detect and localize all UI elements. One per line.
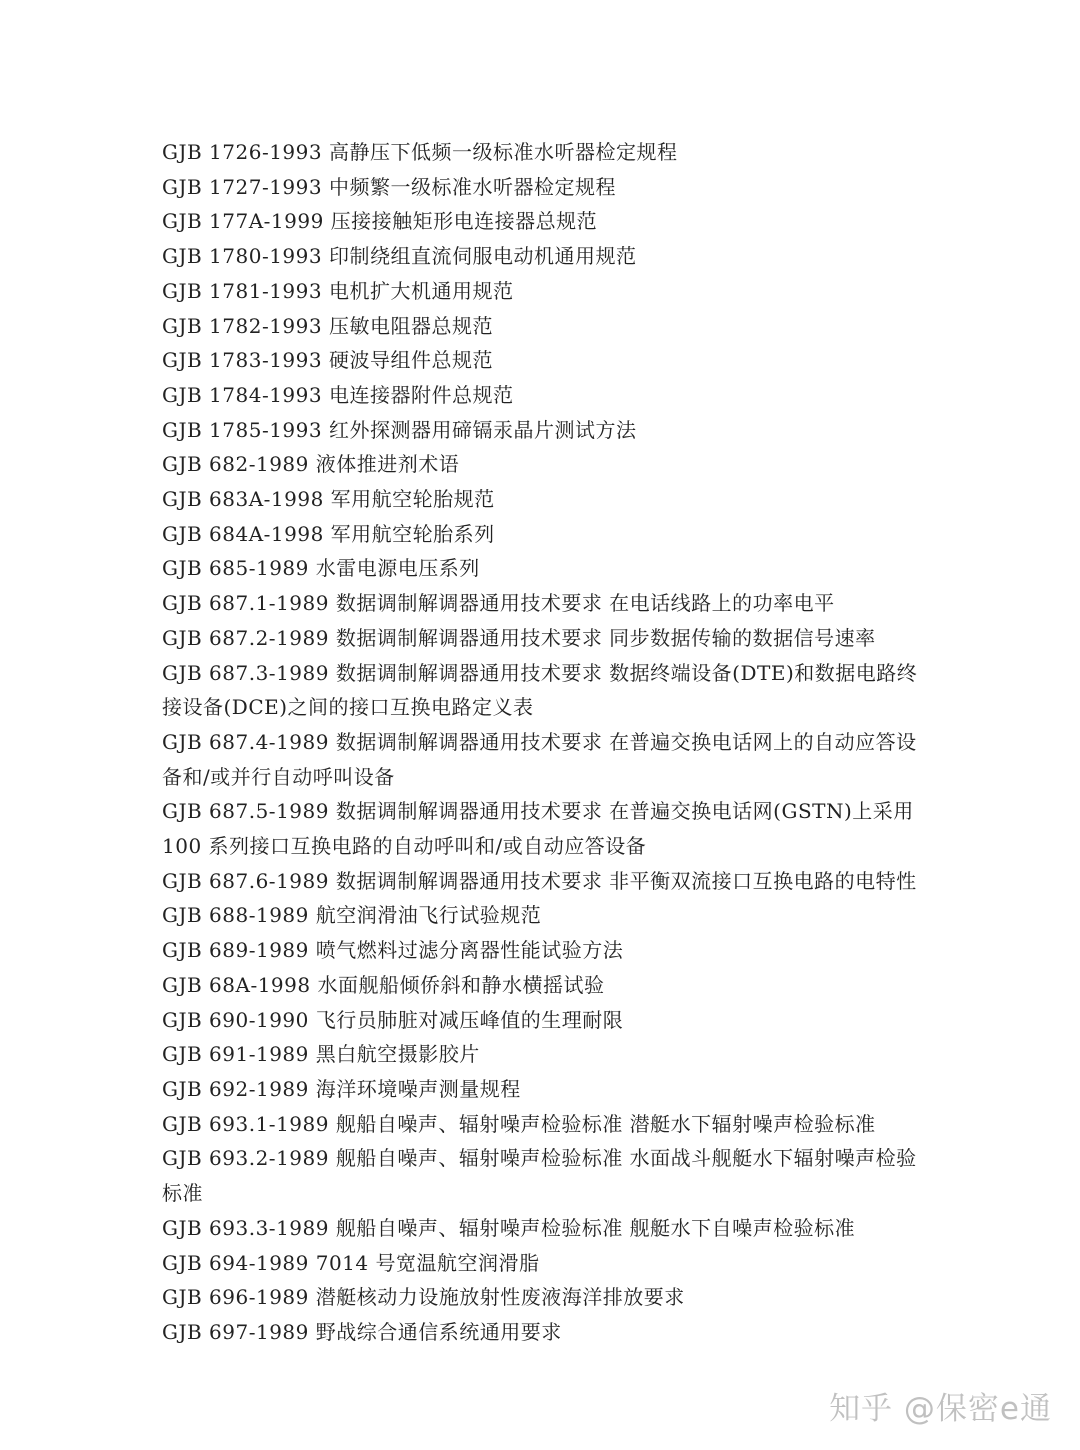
list-item: GJB 693.3-1989 舰船自噪声、辐射噪声检验标准 舰艇水下自噪声检验标准 [162, 1215, 856, 1240]
standards-list [162, 135, 932, 1350]
list-item: GJB 687.2-1989 数据调制解调器通用技术要求 同步数据传输的数据信号速率 [162, 625, 876, 650]
list-item: GJB 177A-1999 压接接触矩形电连接器总规范 [162, 209, 598, 234]
list-item: GJB 1726-1993 高静压下低频一级标准水听器检定规程 [162, 140, 678, 164]
list-item: GJB 693.2-1989 舰船自噪声、辐射噪声检验标准 水面战斗舰艇水下辐射噪声检验标准 [162, 1146, 917, 1206]
list-item: GJB 1782-1993 压敏电阻器总规范 [162, 313, 493, 338]
list-item: GJB 1785-1993 红外探测器用碲镉汞晶片测试方法 [162, 417, 637, 442]
list-item: GJB 687.4-1989 数据调制解调器通用技术要求 在普遍交换电话网上的自动应答设备和/或并行自动呼叫设备 [162, 729, 917, 789]
watermark: 知乎 @保密e通 [829, 1391, 1052, 1427]
list-item: GJB 697-1989 野战综合通信系统通用要求 [162, 1319, 562, 1344]
list-item: GJB 688-1989 航空润滑油飞行试验规范 [162, 903, 542, 928]
list-item: GJB 691-1989 黑白航空摄影胶片 [162, 1042, 480, 1067]
list-item: GJB 687.5-1989 数据调制解调器通用技术要求 在普遍交换电话网(GSTN)上采用 100 系列接口互换电路的自动呼叫和/或自动应答设备 [162, 799, 914, 859]
list-item: GJB 683A-1998 军用航空轮胎规范 [162, 487, 495, 512]
list-item: GJB 1784-1993 电连接器附件总规范 [162, 382, 514, 407]
list-item: GJB 692-1989 海洋环境噪声测量规程 [162, 1076, 521, 1101]
list-item: GJB 685-1989 水雷电源电压系列 [162, 556, 480, 581]
list-item: GJB 696-1989 潜艇核动力设施放射性废液海洋排放要求 [162, 1285, 685, 1310]
list-item: GJB 687.1-1989 数据调制解调器通用技术要求 在电话线路上的功率电平 [162, 591, 835, 616]
list-item: GJB 694-1989 7014 号宽温航空润滑脂 [162, 1250, 540, 1275]
list-item: GJB 684A-1998 军用航空轮胎系列 [162, 521, 495, 546]
list-item: GJB 690-1990 飞行员肺脏对减压峰值的生理耐限 [162, 1007, 624, 1032]
list-item: GJB 693.1-1989 舰船自噪声、辐射噪声检验标准 潜艇水下辐射噪声检验标准 [162, 1111, 876, 1136]
list-item: GJB 1727-1993 中频繁一级标准水听器检定规程 [162, 174, 616, 199]
list-item: GJB 687.6-1989 数据调制解调器通用技术要求 非平衡双流接口互换电路的电特性 [162, 868, 917, 893]
list-item: GJB 687.3-1989 数据调制解调器通用技术要求 数据终端设备(DTE)和数据电路终接设备(DCE)之间的接口互换电路定义表 [162, 660, 918, 720]
list-item: GJB 1783-1993 硬波导组件总规范 [162, 348, 493, 373]
list-item: GJB 68A-1998 水面舰船倾侨斜和静水横摇试验 [162, 972, 605, 997]
list-item: GJB 1781-1993 电机扩大机通用规范 [162, 278, 514, 303]
list-item: GJB 682-1989 液体推进剂术语 [162, 452, 460, 477]
list-item: GJB 1780-1993 印制绕组直流伺服电动机通用规范 [162, 244, 637, 269]
list-item: GJB 689-1989 喷气燃料过滤分离器性能试验方法 [162, 938, 624, 963]
